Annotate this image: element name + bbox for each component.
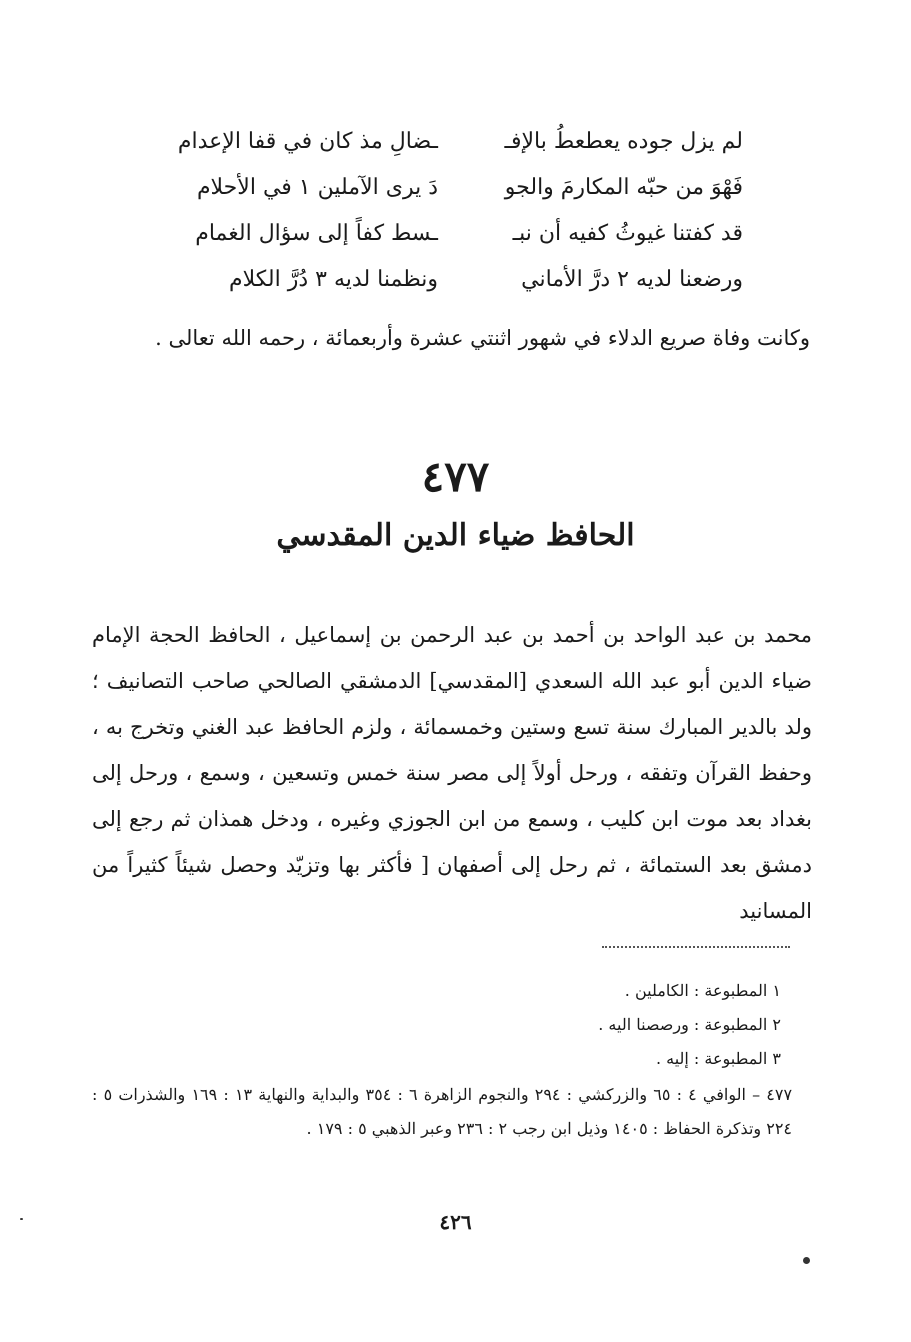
sources-note: ٤٧٧ – الوافي ٤ : ٦٥ والزركشي : ٢٩٤ والنجوم الزاهرة ٦ : ٣٥٤ والبداية والنهاية ١٣ : ١٦٩ والشذرات ٥ : ٢٢٤ وتذكرة الحفاظ : ١٤٠٥ وذيل ابن رجب ٢ : ٢٣٦ وعبر الذهبي ٥ : ١٧٩ . — [92, 1085, 793, 1138]
poem-verse — [148, 118, 743, 164]
entry-number: ٤٧٧ — [421, 452, 490, 501]
verse-first-hemistich: لم يزل جوده يعطعطُ بالإفـ — [504, 128, 743, 154]
print-speck — [803, 1257, 810, 1264]
page-number: ٤٢٦ — [439, 1210, 472, 1234]
footnote-divider — [602, 946, 790, 948]
verse-first-hemistich: قد كفتنا غيوثُ كفيه أن نبـ — [512, 220, 743, 246]
closing-paragraph: وكانت وفاة صريع الدلاء في شهور اثنتي عشرة وأربعمائة ، رحمه الله تعالى . — [155, 326, 810, 350]
entry-title: الحافظ ضياء الدين المقدسي — [276, 518, 635, 553]
print-speck — [20, 1218, 23, 1220]
entry-body: محمد بن عبد الواحد بن أحمد بن عبد الرحمن بن إسماعيل ، الحافظ الحجة الإمام ضياء الدين أبو عبد الله السعدي [المقدسي] الدمشقي الصالحي صاحب التصانيف ؛ ولد بالدير المبارك سنة تسع وستين وخمسمائة ، ولزم الحافظ عبد الغني وتخرج به ، وحفظ القرآن وتفقه ، ورحل أولاً إلى مصر سنة خمس وتسعين ، وسمع ، ورحل إلى بغداد بعد موت ابن كليب ، وسمع من ابن الجوزي وغيره ، ودخل همذان ثم رجع إلى دمشق بعد الستمائة ، ثم رحل إلى أصفهان [ فأكثر بها وتزيّد وحصل شيئاً كثيراً من المسانيد — [92, 623, 812, 923]
footnote: ١ المطبوعة : الكاملين . — [624, 981, 781, 1000]
verse-second-hemistich: ونظمنا لديه ٣ دُرَّ الكلام — [229, 266, 438, 292]
verse-second-hemistich: دَ يرى الآملين ١ في الأحلام — [196, 174, 438, 200]
footnote: ٢ المطبوعة : ورصصنا اليه . — [598, 1015, 781, 1034]
verse-first-hemistich: ورضعنا لديه ٢ درَّ الأماني — [521, 266, 743, 292]
poem-verse — [148, 256, 743, 302]
footnote: ٣ المطبوعة : إليه . — [655, 1049, 781, 1068]
verse-first-hemistich: فَهْوَ من حبّه المكارمَ والجو — [504, 174, 743, 200]
poem — [148, 118, 743, 302]
poem-verse — [148, 210, 743, 256]
poem-verse — [148, 164, 743, 210]
verse-second-hemistich: ـسط كفاً إلى سؤال الغمام — [195, 220, 438, 246]
verse-second-hemistich: ـضالِ مذ كان في قفا الإعدام — [177, 128, 438, 154]
